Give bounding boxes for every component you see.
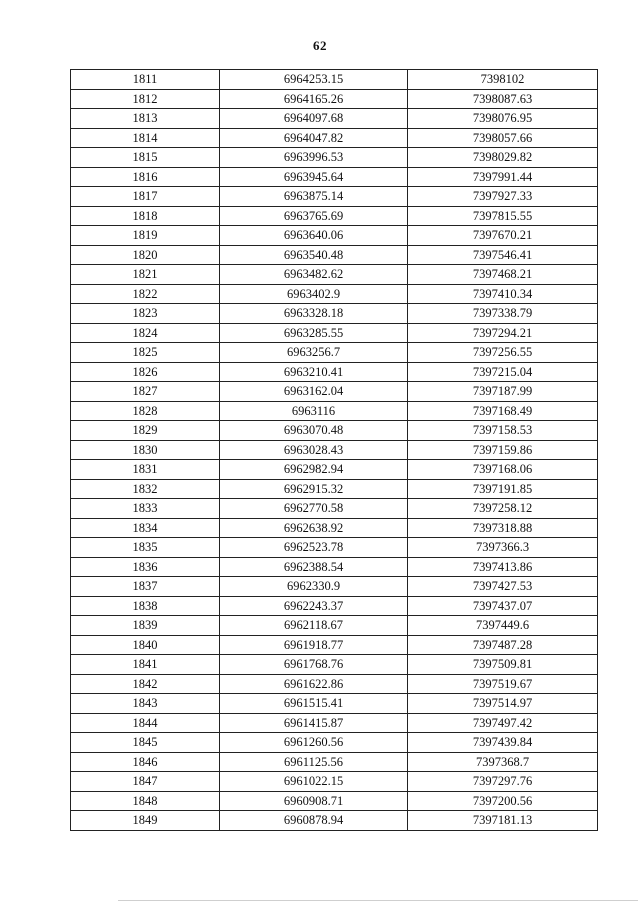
page-number: 62 <box>313 38 327 53</box>
bottom-scan-line <box>118 900 638 901</box>
y-coordinate-cell: 7397437.07 <box>408 596 598 616</box>
y-coordinate-cell: 7397168.49 <box>408 401 598 421</box>
x-coordinate-cell: 6964253.15 <box>220 70 408 90</box>
x-coordinate-cell: 6961515.41 <box>220 694 408 714</box>
point-number-cell: 1845 <box>71 733 220 753</box>
table-row <box>71 304 598 324</box>
y-coordinate-cell: 7398087.63 <box>408 89 598 109</box>
coordinates-table <box>70 69 598 831</box>
table-row <box>71 635 598 655</box>
table-row <box>71 109 598 129</box>
point-number-cell: 1836 <box>71 557 220 577</box>
table-row <box>71 187 598 207</box>
point-number-cell: 1815 <box>71 148 220 168</box>
x-coordinate-cell: 6963162.04 <box>220 382 408 402</box>
y-coordinate-cell: 7397318.88 <box>408 518 598 538</box>
point-number-cell: 1846 <box>71 752 220 772</box>
table-row <box>71 421 598 441</box>
x-coordinate-cell: 6963402.9 <box>220 284 408 304</box>
point-number-cell: 1825 <box>71 343 220 363</box>
x-coordinate-cell: 6962330.9 <box>220 577 408 597</box>
table-row <box>71 557 598 577</box>
y-coordinate-cell: 7397670.21 <box>408 226 598 246</box>
y-coordinate-cell: 7397297.76 <box>408 772 598 792</box>
table-row <box>71 70 598 90</box>
x-coordinate-cell: 6963028.43 <box>220 440 408 460</box>
y-coordinate-cell: 7398076.95 <box>408 109 598 129</box>
table-row <box>71 538 598 558</box>
table-row <box>71 226 598 246</box>
x-coordinate-cell: 6961622.86 <box>220 674 408 694</box>
table-row <box>71 791 598 811</box>
point-number-cell: 1841 <box>71 655 220 675</box>
point-number-cell: 1833 <box>71 499 220 519</box>
point-number-cell: 1843 <box>71 694 220 714</box>
point-number-cell: 1830 <box>71 440 220 460</box>
y-coordinate-cell: 7397449.6 <box>408 616 598 636</box>
table-row <box>71 440 598 460</box>
point-number-cell: 1828 <box>71 401 220 421</box>
x-coordinate-cell: 6961125.56 <box>220 752 408 772</box>
y-coordinate-cell: 7397439.84 <box>408 733 598 753</box>
coordinates-table-body <box>71 70 598 831</box>
point-number-cell: 1848 <box>71 791 220 811</box>
x-coordinate-cell: 6961918.77 <box>220 635 408 655</box>
table-row <box>71 772 598 792</box>
x-coordinate-cell: 6961022.15 <box>220 772 408 792</box>
point-number-cell: 1840 <box>71 635 220 655</box>
table-row <box>71 206 598 226</box>
y-coordinate-cell: 7397991.44 <box>408 167 598 187</box>
table-row <box>71 518 598 538</box>
table-row <box>71 479 598 499</box>
x-coordinate-cell: 6964097.68 <box>220 109 408 129</box>
x-coordinate-cell: 6963640.06 <box>220 226 408 246</box>
x-coordinate-cell: 6962243.37 <box>220 596 408 616</box>
x-coordinate-cell: 6963256.7 <box>220 343 408 363</box>
x-coordinate-cell: 6960878.94 <box>220 811 408 831</box>
y-coordinate-cell: 7397497.42 <box>408 713 598 733</box>
x-coordinate-cell: 6962523.78 <box>220 538 408 558</box>
x-coordinate-cell: 6962770.58 <box>220 499 408 519</box>
y-coordinate-cell: 7397187.99 <box>408 382 598 402</box>
table-row <box>71 167 598 187</box>
y-coordinate-cell: 7398029.82 <box>408 148 598 168</box>
y-coordinate-cell: 7397181.13 <box>408 811 598 831</box>
table-row <box>71 811 598 831</box>
y-coordinate-cell: 7397546.41 <box>408 245 598 265</box>
x-coordinate-cell: 6963996.53 <box>220 148 408 168</box>
table-row <box>71 577 598 597</box>
point-number-cell: 1838 <box>71 596 220 616</box>
point-number-cell: 1847 <box>71 772 220 792</box>
point-number-cell: 1849 <box>71 811 220 831</box>
y-coordinate-cell: 7397468.21 <box>408 265 598 285</box>
table-row <box>71 89 598 109</box>
x-coordinate-cell: 6962915.32 <box>220 479 408 499</box>
table-row <box>71 284 598 304</box>
x-coordinate-cell: 6963540.48 <box>220 245 408 265</box>
x-coordinate-cell: 6963482.62 <box>220 265 408 285</box>
x-coordinate-cell: 6963285.55 <box>220 323 408 343</box>
x-coordinate-cell: 6963765.69 <box>220 206 408 226</box>
y-coordinate-cell: 7397815.55 <box>408 206 598 226</box>
point-number-cell: 1816 <box>71 167 220 187</box>
table-row <box>71 128 598 148</box>
y-coordinate-cell: 7397158.53 <box>408 421 598 441</box>
point-number-cell: 1834 <box>71 518 220 538</box>
y-coordinate-cell: 7398057.66 <box>408 128 598 148</box>
table-row <box>71 323 598 343</box>
point-number-cell: 1826 <box>71 362 220 382</box>
table-row <box>71 343 598 363</box>
x-coordinate-cell: 6961768.76 <box>220 655 408 675</box>
point-number-cell: 1812 <box>71 89 220 109</box>
y-coordinate-cell: 7397159.86 <box>408 440 598 460</box>
y-coordinate-cell: 7397215.04 <box>408 362 598 382</box>
y-coordinate-cell: 7397927.33 <box>408 187 598 207</box>
y-coordinate-cell: 7397519.67 <box>408 674 598 694</box>
y-coordinate-cell: 7397168.06 <box>408 460 598 480</box>
table-row <box>71 265 598 285</box>
y-coordinate-cell: 7397294.21 <box>408 323 598 343</box>
y-coordinate-cell: 7397509.81 <box>408 655 598 675</box>
point-number-cell: 1820 <box>71 245 220 265</box>
point-number-cell: 1819 <box>71 226 220 246</box>
point-number-cell: 1811 <box>71 70 220 90</box>
x-coordinate-cell: 6963945.64 <box>220 167 408 187</box>
table-row <box>71 674 598 694</box>
point-number-cell: 1814 <box>71 128 220 148</box>
point-number-cell: 1818 <box>71 206 220 226</box>
x-coordinate-cell: 6963328.18 <box>220 304 408 324</box>
y-coordinate-cell: 7397427.53 <box>408 577 598 597</box>
point-number-cell: 1839 <box>71 616 220 636</box>
y-coordinate-cell: 7397366.3 <box>408 538 598 558</box>
y-coordinate-cell: 7397410.34 <box>408 284 598 304</box>
x-coordinate-cell: 6964047.82 <box>220 128 408 148</box>
x-coordinate-cell: 6963875.14 <box>220 187 408 207</box>
point-number-cell: 1837 <box>71 577 220 597</box>
point-number-cell: 1829 <box>71 421 220 441</box>
table-row <box>71 733 598 753</box>
x-coordinate-cell: 6962118.67 <box>220 616 408 636</box>
table-row <box>71 694 598 714</box>
x-coordinate-cell: 6963070.48 <box>220 421 408 441</box>
table-row <box>71 752 598 772</box>
x-coordinate-cell: 6962388.54 <box>220 557 408 577</box>
point-number-cell: 1835 <box>71 538 220 558</box>
point-number-cell: 1823 <box>71 304 220 324</box>
table-row <box>71 382 598 402</box>
table-row <box>71 401 598 421</box>
table-row <box>71 713 598 733</box>
table-row <box>71 655 598 675</box>
y-coordinate-cell: 7397191.85 <box>408 479 598 499</box>
x-coordinate-cell: 6963210.41 <box>220 362 408 382</box>
point-number-cell: 1822 <box>71 284 220 304</box>
point-number-cell: 1842 <box>71 674 220 694</box>
x-coordinate-cell: 6960908.71 <box>220 791 408 811</box>
table-row <box>71 460 598 480</box>
y-coordinate-cell: 7397514.97 <box>408 694 598 714</box>
x-coordinate-cell: 6961415.87 <box>220 713 408 733</box>
y-coordinate-cell: 7397487.28 <box>408 635 598 655</box>
point-number-cell: 1832 <box>71 479 220 499</box>
table-row <box>71 362 598 382</box>
x-coordinate-cell: 6962638.92 <box>220 518 408 538</box>
table-row <box>71 499 598 519</box>
point-number-cell: 1844 <box>71 713 220 733</box>
table-row <box>71 596 598 616</box>
y-coordinate-cell: 7397256.55 <box>408 343 598 363</box>
x-coordinate-cell: 6964165.26 <box>220 89 408 109</box>
point-number-cell: 1831 <box>71 460 220 480</box>
point-number-cell: 1817 <box>71 187 220 207</box>
y-coordinate-cell: 7397200.56 <box>408 791 598 811</box>
point-number-cell: 1821 <box>71 265 220 285</box>
x-coordinate-cell: 6963116 <box>220 401 408 421</box>
table-row <box>71 616 598 636</box>
y-coordinate-cell: 7397338.79 <box>408 304 598 324</box>
table-row <box>71 148 598 168</box>
point-number-cell: 1824 <box>71 323 220 343</box>
y-coordinate-cell: 7398102 <box>408 70 598 90</box>
point-number-cell: 1813 <box>71 109 220 129</box>
point-number-cell: 1827 <box>71 382 220 402</box>
x-coordinate-cell: 6962982.94 <box>220 460 408 480</box>
table-row <box>71 245 598 265</box>
y-coordinate-cell: 7397368.7 <box>408 752 598 772</box>
y-coordinate-cell: 7397258.12 <box>408 499 598 519</box>
y-coordinate-cell: 7397413.86 <box>408 557 598 577</box>
x-coordinate-cell: 6961260.56 <box>220 733 408 753</box>
